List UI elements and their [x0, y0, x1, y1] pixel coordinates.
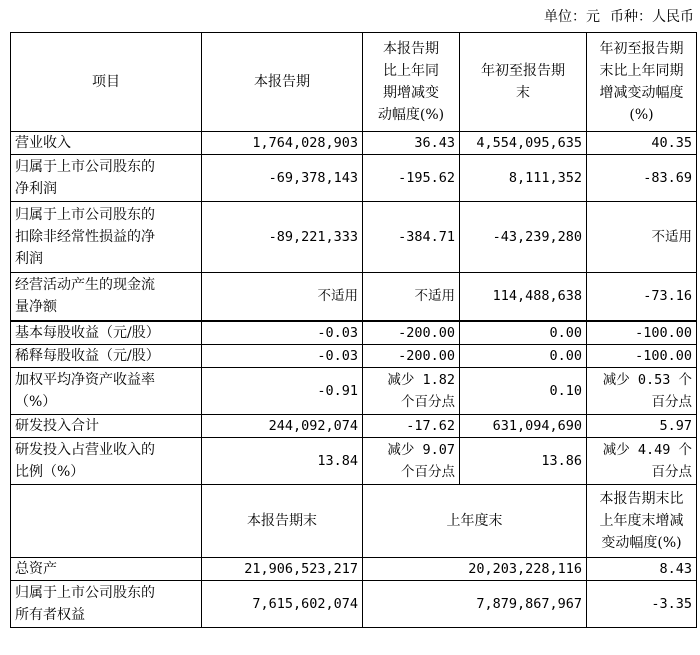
cell-current: -69,378,143	[202, 155, 363, 202]
cell-ytd-change: -73.16	[587, 273, 697, 321]
cell-current-change: 不适用	[363, 273, 460, 321]
cell-current: 244,092,074	[202, 414, 363, 437]
row-label: 基本每股收益（元/股）	[11, 321, 202, 345]
cell-current: -89,221,333	[202, 202, 363, 273]
table-row	[11, 437, 697, 484]
cell-ytd: -43,239,280	[460, 202, 587, 273]
cell-ytd: 0.00	[460, 344, 587, 367]
subheader-empty	[11, 484, 202, 557]
cell-last-year-end: 20,203,228,116	[363, 557, 587, 580]
table-row	[11, 321, 697, 345]
table-row	[11, 367, 697, 414]
cell-last-year-end: 7,879,867,967	[363, 580, 587, 627]
cell-current-change: -200.00	[363, 344, 460, 367]
row-label: 经营活动产生的现金流 量净额	[11, 273, 202, 321]
row-label: 归属于上市公司股东的 净利润	[11, 155, 202, 202]
cell-ytd: 0.10	[460, 367, 587, 414]
table-subheader-row	[11, 484, 697, 557]
row-label: 稀释每股收益（元/股）	[11, 344, 202, 367]
currency-label: 币种：人民币	[610, 9, 694, 25]
row-label: 研发投入占营业收入的 比例（%）	[11, 437, 202, 484]
table-row	[11, 202, 697, 273]
unit-label: 单位：元	[544, 9, 600, 25]
row-label: 加权平均净资产收益率 （%）	[11, 367, 202, 414]
cell-period-change: -3.35	[587, 580, 697, 627]
header-last-year-end: 上年度末	[363, 484, 587, 557]
row-label: 归属于上市公司股东的 扣除非经常性损益的净 利润	[11, 202, 202, 273]
table-row	[11, 344, 697, 367]
cell-current-change: -384.71	[363, 202, 460, 273]
cell-current: 不适用	[202, 273, 363, 321]
table-row	[11, 155, 697, 202]
table-row	[11, 132, 697, 155]
table-row	[11, 557, 697, 580]
cell-current: -0.03	[202, 321, 363, 345]
header-current-change: 本报告期 比上年同 期增减变 动幅度(%)	[363, 33, 460, 132]
cell-ytd-change: -100.00	[587, 344, 697, 367]
table-header-row	[11, 33, 697, 132]
header-period-change: 本报告期末比 上年度末增减 变动幅度(%)	[587, 484, 697, 557]
cell-current: 1,764,028,903	[202, 132, 363, 155]
cell-ytd: 114,488,638	[460, 273, 587, 321]
table-row	[11, 273, 697, 321]
unit-line	[534, 6, 694, 28]
cell-ytd: 0.00	[460, 321, 587, 345]
cell-ytd-change: -83.69	[587, 155, 697, 202]
cell-current: 13.84	[202, 437, 363, 484]
cell-period-end: 21,906,523,217	[202, 557, 363, 580]
row-label: 研发投入合计	[11, 414, 202, 437]
row-label: 营业收入	[11, 132, 202, 155]
header-period-end: 本报告期末	[202, 484, 363, 557]
cell-current-change: -195.62	[363, 155, 460, 202]
cell-current: -0.03	[202, 344, 363, 367]
cell-ytd-change: 5.97	[587, 414, 697, 437]
cell-current-change: 减少 1.82 个百分点	[363, 367, 460, 414]
table-row	[11, 414, 697, 437]
cell-period-end: 7,615,602,074	[202, 580, 363, 627]
row-label: 总资产	[11, 557, 202, 580]
cell-current: -0.91	[202, 367, 363, 414]
header-ytd: 年初至报告期 末	[460, 33, 587, 132]
cell-ytd: 8,111,352	[460, 155, 587, 202]
cell-ytd-change: -100.00	[587, 321, 697, 345]
cell-current-change: -200.00	[363, 321, 460, 345]
cell-ytd: 631,094,690	[460, 414, 587, 437]
row-label: 归属于上市公司股东的 所有者权益	[11, 580, 202, 627]
header-current: 本报告期	[202, 33, 363, 132]
cell-current-change: 36.43	[363, 132, 460, 155]
cell-ytd-change: 不适用	[587, 202, 697, 273]
header-item: 项目	[11, 33, 202, 132]
cell-ytd-change: 40.35	[587, 132, 697, 155]
table-row	[11, 580, 697, 627]
header-ytd-change: 年初至报告期 末比上年同期 增减变动幅度 (%)	[587, 33, 697, 132]
cell-ytd-change: 减少 4.49 个 百分点	[587, 437, 697, 484]
cell-ytd-change: 减少 0.53 个 百分点	[587, 367, 697, 414]
cell-current-change: -17.62	[363, 414, 460, 437]
financial-table	[10, 32, 697, 628]
cell-current-change: 减少 9.07 个百分点	[363, 437, 460, 484]
cell-ytd: 13.86	[460, 437, 587, 484]
cell-period-change: 8.43	[587, 557, 697, 580]
cell-ytd: 4,554,095,635	[460, 132, 587, 155]
